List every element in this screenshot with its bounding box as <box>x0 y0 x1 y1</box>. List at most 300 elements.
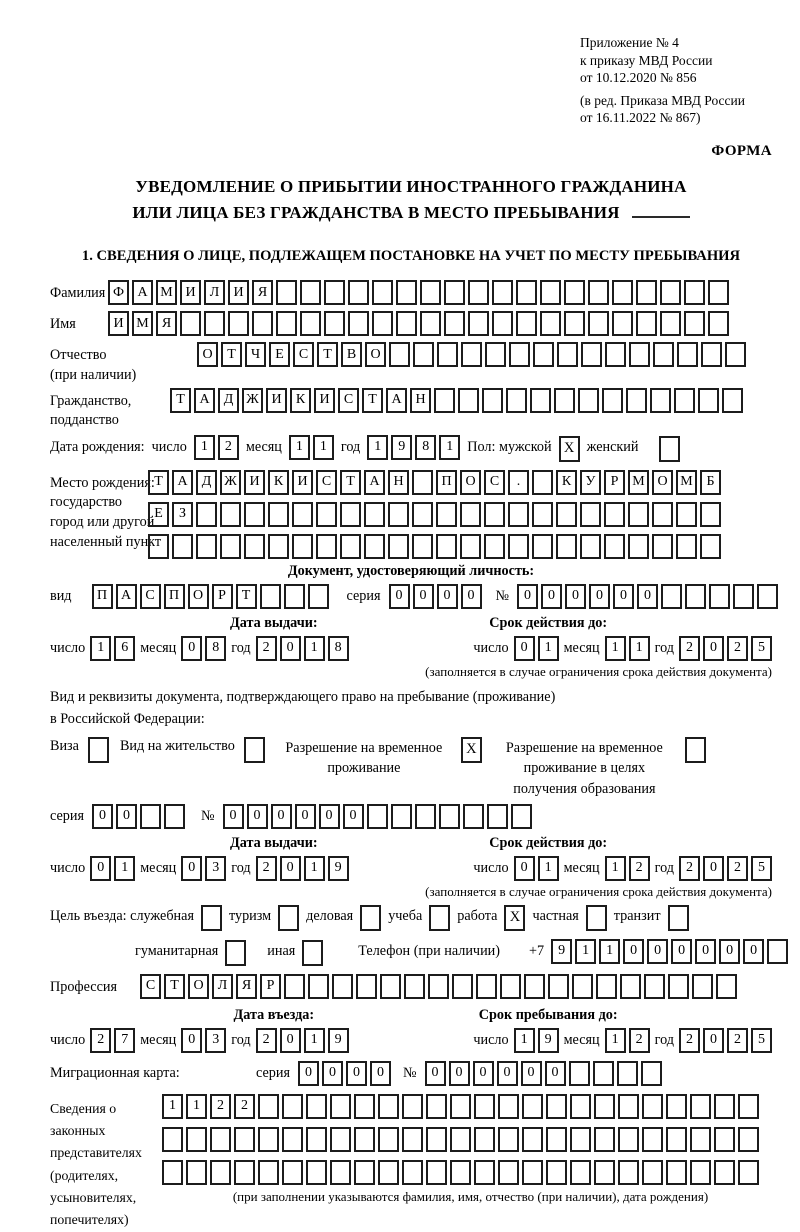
char-cell[interactable] <box>468 311 489 336</box>
char-cell[interactable]: П <box>164 584 185 609</box>
char-cell[interactable] <box>733 584 754 609</box>
char-cell[interactable] <box>332 974 353 999</box>
char-cell[interactable] <box>404 974 425 999</box>
char-cell[interactable]: 1 <box>538 636 559 661</box>
char-cell[interactable] <box>564 311 585 336</box>
char-cell[interactable] <box>532 502 553 527</box>
char-cell[interactable] <box>220 534 241 559</box>
official-checkbox[interactable] <box>201 905 222 931</box>
char-cell[interactable]: Т <box>340 470 361 495</box>
char-cell[interactable] <box>685 584 706 609</box>
char-cell[interactable] <box>644 974 665 999</box>
char-cell[interactable] <box>690 1127 711 1152</box>
char-cell[interactable] <box>636 311 657 336</box>
char-cell[interactable]: Е <box>148 502 169 527</box>
char-cell[interactable]: 2 <box>234 1094 255 1119</box>
char-cell[interactable] <box>292 502 313 527</box>
char-cell[interactable]: 6 <box>114 636 135 661</box>
char-cell[interactable]: 0 <box>623 939 644 964</box>
char-cell[interactable]: 1 <box>439 435 460 460</box>
char-cell[interactable] <box>412 502 433 527</box>
char-cell[interactable]: 0 <box>295 804 316 829</box>
char-cell[interactable] <box>580 534 601 559</box>
char-cell[interactable]: 5 <box>751 1028 772 1053</box>
char-cell[interactable]: 1 <box>605 636 626 661</box>
char-cell[interactable]: 1 <box>367 435 388 460</box>
char-cell[interactable]: 0 <box>247 804 268 829</box>
char-cell[interactable]: Т <box>221 342 242 367</box>
char-cell[interactable]: 8 <box>415 435 436 460</box>
char-cell[interactable]: 0 <box>90 856 111 881</box>
char-cell[interactable] <box>306 1094 327 1119</box>
char-cell[interactable] <box>426 1094 447 1119</box>
char-cell[interactable] <box>402 1094 423 1119</box>
char-cell[interactable]: 0 <box>298 1061 319 1086</box>
char-cell[interactable] <box>316 534 337 559</box>
char-cell[interactable]: Т <box>362 388 383 413</box>
char-cell[interactable] <box>684 280 705 305</box>
char-cell[interactable] <box>509 342 530 367</box>
char-cell[interactable]: 1 <box>186 1094 207 1119</box>
char-cell[interactable] <box>186 1127 207 1152</box>
char-cell[interactable] <box>210 1160 231 1185</box>
char-cell[interactable] <box>378 1094 399 1119</box>
char-cell[interactable]: О <box>188 974 209 999</box>
char-cell[interactable] <box>522 1127 543 1152</box>
char-cell[interactable] <box>492 280 513 305</box>
study-checkbox[interactable] <box>429 905 450 931</box>
char-cell[interactable] <box>412 534 433 559</box>
char-cell[interactable]: 0 <box>116 804 137 829</box>
char-cell[interactable]: 0 <box>695 939 716 964</box>
char-cell[interactable] <box>642 1094 663 1119</box>
char-cell[interactable] <box>420 311 441 336</box>
char-cell[interactable] <box>738 1127 759 1152</box>
temp-permit-checkbox[interactable]: X <box>461 737 482 763</box>
char-cell[interactable]: А <box>364 470 385 495</box>
char-cell[interactable] <box>354 1127 375 1152</box>
char-cell[interactable] <box>714 1127 735 1152</box>
char-cell[interactable] <box>594 1127 615 1152</box>
char-cell[interactable] <box>548 974 569 999</box>
char-cell[interactable]: Р <box>212 584 233 609</box>
char-cell[interactable] <box>540 280 561 305</box>
char-cell[interactable] <box>650 388 671 413</box>
char-cell[interactable] <box>380 974 401 999</box>
char-cell[interactable]: 2 <box>218 435 239 460</box>
char-cell[interactable]: 1 <box>538 856 559 881</box>
char-cell[interactable] <box>668 974 689 999</box>
char-cell[interactable] <box>484 502 505 527</box>
char-cell[interactable] <box>148 534 169 559</box>
char-cell[interactable] <box>372 280 393 305</box>
char-cell[interactable] <box>725 342 746 367</box>
char-cell[interactable] <box>556 534 577 559</box>
char-cell[interactable] <box>626 388 647 413</box>
char-cell[interactable] <box>444 311 465 336</box>
char-cell[interactable] <box>330 1094 351 1119</box>
char-cell[interactable] <box>396 280 417 305</box>
char-cell[interactable] <box>276 311 297 336</box>
char-cell[interactable]: 0 <box>271 804 292 829</box>
humanitarian-checkbox[interactable] <box>225 940 246 966</box>
char-cell[interactable] <box>436 534 457 559</box>
char-cell[interactable] <box>532 534 553 559</box>
char-cell[interactable]: 0 <box>637 584 658 609</box>
char-cell[interactable]: Т <box>236 584 257 609</box>
char-cell[interactable] <box>356 974 377 999</box>
char-cell[interactable] <box>391 804 412 829</box>
char-cell[interactable]: Ж <box>220 470 241 495</box>
char-cell[interactable]: Т <box>170 388 191 413</box>
char-cell[interactable]: А <box>132 280 153 305</box>
char-cell[interactable] <box>210 1127 231 1152</box>
char-cell[interactable]: 0 <box>322 1061 343 1086</box>
char-cell[interactable]: Я <box>252 280 273 305</box>
char-cell[interactable]: С <box>316 470 337 495</box>
char-cell[interactable]: А <box>172 470 193 495</box>
char-cell[interactable]: 2 <box>90 1028 111 1053</box>
char-cell[interactable]: 0 <box>703 1028 724 1053</box>
char-cell[interactable] <box>340 534 361 559</box>
char-cell[interactable]: Ч <box>245 342 266 367</box>
char-cell[interactable] <box>282 1127 303 1152</box>
char-cell[interactable]: 1 <box>629 636 650 661</box>
char-cell[interactable] <box>700 502 721 527</box>
char-cell[interactable] <box>487 804 508 829</box>
char-cell[interactable] <box>524 974 545 999</box>
char-cell[interactable] <box>642 1160 663 1185</box>
char-cell[interactable]: 0 <box>613 584 634 609</box>
char-cell[interactable] <box>244 534 265 559</box>
char-cell[interactable]: 0 <box>521 1061 542 1086</box>
char-cell[interactable] <box>196 502 217 527</box>
char-cell[interactable] <box>284 974 305 999</box>
char-cell[interactable] <box>661 584 682 609</box>
char-cell[interactable] <box>530 388 551 413</box>
char-cell[interactable] <box>415 804 436 829</box>
char-cell[interactable]: 5 <box>751 856 772 881</box>
char-cell[interactable] <box>690 1094 711 1119</box>
char-cell[interactable] <box>618 1127 639 1152</box>
char-cell[interactable] <box>570 1160 591 1185</box>
char-cell[interactable]: 9 <box>538 1028 559 1053</box>
char-cell[interactable]: 0 <box>346 1061 367 1086</box>
char-cell[interactable] <box>186 1160 207 1185</box>
char-cell[interactable]: Е <box>269 342 290 367</box>
char-cell[interactable] <box>474 1094 495 1119</box>
char-cell[interactable]: 1 <box>194 435 215 460</box>
char-cell[interactable] <box>722 388 743 413</box>
char-cell[interactable] <box>701 342 722 367</box>
char-cell[interactable]: 0 <box>545 1061 566 1086</box>
char-cell[interactable]: 1 <box>575 939 596 964</box>
char-cell[interactable] <box>557 342 578 367</box>
char-cell[interactable] <box>605 342 626 367</box>
char-cell[interactable] <box>564 280 585 305</box>
char-cell[interactable] <box>450 1127 471 1152</box>
char-cell[interactable]: 0 <box>181 856 202 881</box>
char-cell[interactable]: С <box>293 342 314 367</box>
char-cell[interactable] <box>324 280 345 305</box>
char-cell[interactable] <box>428 974 449 999</box>
char-cell[interactable]: 1 <box>289 435 310 460</box>
char-cell[interactable] <box>546 1094 567 1119</box>
char-cell[interactable] <box>629 342 650 367</box>
char-cell[interactable] <box>554 388 575 413</box>
char-cell[interactable] <box>434 388 455 413</box>
char-cell[interactable]: З <box>172 502 193 527</box>
char-cell[interactable]: О <box>365 342 386 367</box>
char-cell[interactable] <box>378 1160 399 1185</box>
char-cell[interactable]: 0 <box>461 584 482 609</box>
char-cell[interactable] <box>330 1127 351 1152</box>
char-cell[interactable] <box>508 502 529 527</box>
char-cell[interactable]: 1 <box>313 435 334 460</box>
char-cell[interactable] <box>572 974 593 999</box>
char-cell[interactable]: С <box>338 388 359 413</box>
char-cell[interactable] <box>580 502 601 527</box>
char-cell[interactable] <box>463 804 484 829</box>
char-cell[interactable] <box>204 311 225 336</box>
char-cell[interactable] <box>522 1160 543 1185</box>
char-cell[interactable]: И <box>228 280 249 305</box>
char-cell[interactable]: 2 <box>256 636 277 661</box>
char-cell[interactable] <box>628 502 649 527</box>
char-cell[interactable] <box>698 388 719 413</box>
char-cell[interactable]: И <box>266 388 287 413</box>
char-cell[interactable]: С <box>140 974 161 999</box>
char-cell[interactable] <box>258 1160 279 1185</box>
char-cell[interactable] <box>581 342 602 367</box>
char-cell[interactable]: Ж <box>242 388 263 413</box>
other-purpose-checkbox[interactable] <box>302 940 323 966</box>
char-cell[interactable] <box>348 280 369 305</box>
char-cell[interactable] <box>757 584 778 609</box>
char-cell[interactable]: 0 <box>647 939 668 964</box>
char-cell[interactable] <box>569 1061 590 1086</box>
char-cell[interactable]: 2 <box>679 856 700 881</box>
char-cell[interactable] <box>162 1160 183 1185</box>
char-cell[interactable]: 2 <box>629 856 650 881</box>
char-cell[interactable] <box>476 974 497 999</box>
char-cell[interactable]: П <box>92 584 113 609</box>
char-cell[interactable] <box>570 1127 591 1152</box>
char-cell[interactable] <box>636 280 657 305</box>
char-cell[interactable]: Д <box>218 388 239 413</box>
char-cell[interactable] <box>506 388 527 413</box>
char-cell[interactable] <box>306 1160 327 1185</box>
char-cell[interactable] <box>588 311 609 336</box>
char-cell[interactable] <box>474 1127 495 1152</box>
female-checkbox[interactable] <box>659 436 680 462</box>
char-cell[interactable]: И <box>292 470 313 495</box>
char-cell[interactable]: 7 <box>114 1028 135 1053</box>
char-cell[interactable] <box>660 311 681 336</box>
char-cell[interactable] <box>666 1127 687 1152</box>
char-cell[interactable] <box>378 1127 399 1152</box>
char-cell[interactable]: Т <box>148 470 169 495</box>
char-cell[interactable] <box>604 534 625 559</box>
char-cell[interactable]: Я <box>236 974 257 999</box>
char-cell[interactable] <box>450 1160 471 1185</box>
char-cell[interactable]: 0 <box>280 856 301 881</box>
char-cell[interactable] <box>292 534 313 559</box>
char-cell[interactable]: 1 <box>162 1094 183 1119</box>
char-cell[interactable] <box>532 470 553 495</box>
char-cell[interactable] <box>578 388 599 413</box>
char-cell[interactable] <box>642 1127 663 1152</box>
char-cell[interactable] <box>372 311 393 336</box>
char-cell[interactable]: 0 <box>473 1061 494 1086</box>
char-cell[interactable] <box>511 804 532 829</box>
char-cell[interactable] <box>485 342 506 367</box>
char-cell[interactable] <box>437 342 458 367</box>
char-cell[interactable] <box>389 342 410 367</box>
residence-permit-checkbox[interactable] <box>244 737 265 763</box>
char-cell[interactable]: К <box>268 470 289 495</box>
char-cell[interactable]: 1 <box>514 1028 535 1053</box>
char-cell[interactable]: М <box>156 280 177 305</box>
char-cell[interactable] <box>540 311 561 336</box>
char-cell[interactable]: Н <box>388 470 409 495</box>
char-cell[interactable] <box>260 584 281 609</box>
char-cell[interactable]: 2 <box>210 1094 231 1119</box>
char-cell[interactable] <box>234 1160 255 1185</box>
char-cell[interactable]: Т <box>164 974 185 999</box>
char-cell[interactable]: И <box>244 470 265 495</box>
char-cell[interactable] <box>618 1094 639 1119</box>
char-cell[interactable]: 0 <box>565 584 586 609</box>
char-cell[interactable]: 0 <box>703 856 724 881</box>
char-cell[interactable]: 0 <box>671 939 692 964</box>
char-cell[interactable] <box>738 1160 759 1185</box>
char-cell[interactable] <box>300 280 321 305</box>
char-cell[interactable] <box>500 974 521 999</box>
char-cell[interactable] <box>396 311 417 336</box>
work-checkbox[interactable]: X <box>504 905 525 931</box>
char-cell[interactable]: 0 <box>517 584 538 609</box>
char-cell[interactable] <box>330 1160 351 1185</box>
char-cell[interactable]: Ф <box>108 280 129 305</box>
char-cell[interactable] <box>196 534 217 559</box>
char-cell[interactable]: 0 <box>449 1061 470 1086</box>
char-cell[interactable]: 1 <box>114 856 135 881</box>
char-cell[interactable] <box>676 502 697 527</box>
char-cell[interactable]: 8 <box>328 636 349 661</box>
char-cell[interactable] <box>484 534 505 559</box>
char-cell[interactable] <box>180 311 201 336</box>
char-cell[interactable]: 0 <box>92 804 113 829</box>
char-cell[interactable] <box>708 280 729 305</box>
char-cell[interactable]: 5 <box>751 636 772 661</box>
char-cell[interactable] <box>450 1094 471 1119</box>
char-cell[interactable] <box>402 1127 423 1152</box>
char-cell[interactable]: 0 <box>223 804 244 829</box>
char-cell[interactable]: И <box>314 388 335 413</box>
char-cell[interactable]: 2 <box>629 1028 650 1053</box>
char-cell[interactable]: С <box>484 470 505 495</box>
char-cell[interactable]: 9 <box>328 1028 349 1053</box>
char-cell[interactable]: 0 <box>413 584 434 609</box>
char-cell[interactable] <box>677 342 698 367</box>
char-cell[interactable]: 0 <box>280 1028 301 1053</box>
char-cell[interactable]: 3 <box>205 1028 226 1053</box>
char-cell[interactable] <box>498 1094 519 1119</box>
char-cell[interactable] <box>388 502 409 527</box>
char-cell[interactable] <box>268 534 289 559</box>
char-cell[interactable]: И <box>180 280 201 305</box>
char-cell[interactable] <box>618 1160 639 1185</box>
char-cell[interactable] <box>354 1094 375 1119</box>
char-cell[interactable] <box>444 280 465 305</box>
char-cell[interactable] <box>612 280 633 305</box>
char-cell[interactable] <box>460 534 481 559</box>
char-cell[interactable] <box>244 502 265 527</box>
char-cell[interactable] <box>458 388 479 413</box>
char-cell[interactable]: А <box>386 388 407 413</box>
char-cell[interactable] <box>498 1160 519 1185</box>
char-cell[interactable]: М <box>676 470 697 495</box>
char-cell[interactable]: 1 <box>304 636 325 661</box>
char-cell[interactable] <box>308 974 329 999</box>
char-cell[interactable]: Н <box>410 388 431 413</box>
char-cell[interactable]: 0 <box>719 939 740 964</box>
char-cell[interactable] <box>653 342 674 367</box>
char-cell[interactable]: П <box>436 470 457 495</box>
char-cell[interactable]: К <box>556 470 577 495</box>
char-cell[interactable]: 9 <box>391 435 412 460</box>
char-cell[interactable]: 1 <box>304 856 325 881</box>
char-cell[interactable] <box>354 1160 375 1185</box>
char-cell[interactable] <box>594 1094 615 1119</box>
char-cell[interactable] <box>714 1094 735 1119</box>
char-cell[interactable] <box>367 804 388 829</box>
char-cell[interactable] <box>492 311 513 336</box>
char-cell[interactable] <box>234 1127 255 1152</box>
char-cell[interactable] <box>676 534 697 559</box>
char-cell[interactable] <box>412 470 433 495</box>
char-cell[interactable]: М <box>628 470 649 495</box>
char-cell[interactable] <box>620 974 641 999</box>
char-cell[interactable] <box>461 342 482 367</box>
char-cell[interactable]: О <box>652 470 673 495</box>
char-cell[interactable] <box>602 388 623 413</box>
char-cell[interactable] <box>604 502 625 527</box>
char-cell[interactable] <box>690 1160 711 1185</box>
char-cell[interactable]: 0 <box>425 1061 446 1086</box>
char-cell[interactable] <box>612 311 633 336</box>
char-cell[interactable] <box>516 311 537 336</box>
char-cell[interactable] <box>767 939 788 964</box>
char-cell[interactable] <box>452 974 473 999</box>
char-cell[interactable] <box>666 1094 687 1119</box>
char-cell[interactable] <box>700 534 721 559</box>
char-cell[interactable] <box>258 1094 279 1119</box>
char-cell[interactable] <box>666 1160 687 1185</box>
char-cell[interactable]: Р <box>260 974 281 999</box>
char-cell[interactable] <box>628 534 649 559</box>
temp-permit-edu-checkbox[interactable] <box>685 737 706 763</box>
char-cell[interactable] <box>468 280 489 305</box>
char-cell[interactable]: 9 <box>328 856 349 881</box>
char-cell[interactable]: Л <box>212 974 233 999</box>
char-cell[interactable]: 2 <box>727 856 748 881</box>
char-cell[interactable] <box>426 1160 447 1185</box>
char-cell[interactable] <box>652 502 673 527</box>
business-checkbox[interactable] <box>360 905 381 931</box>
char-cell[interactable]: Р <box>604 470 625 495</box>
